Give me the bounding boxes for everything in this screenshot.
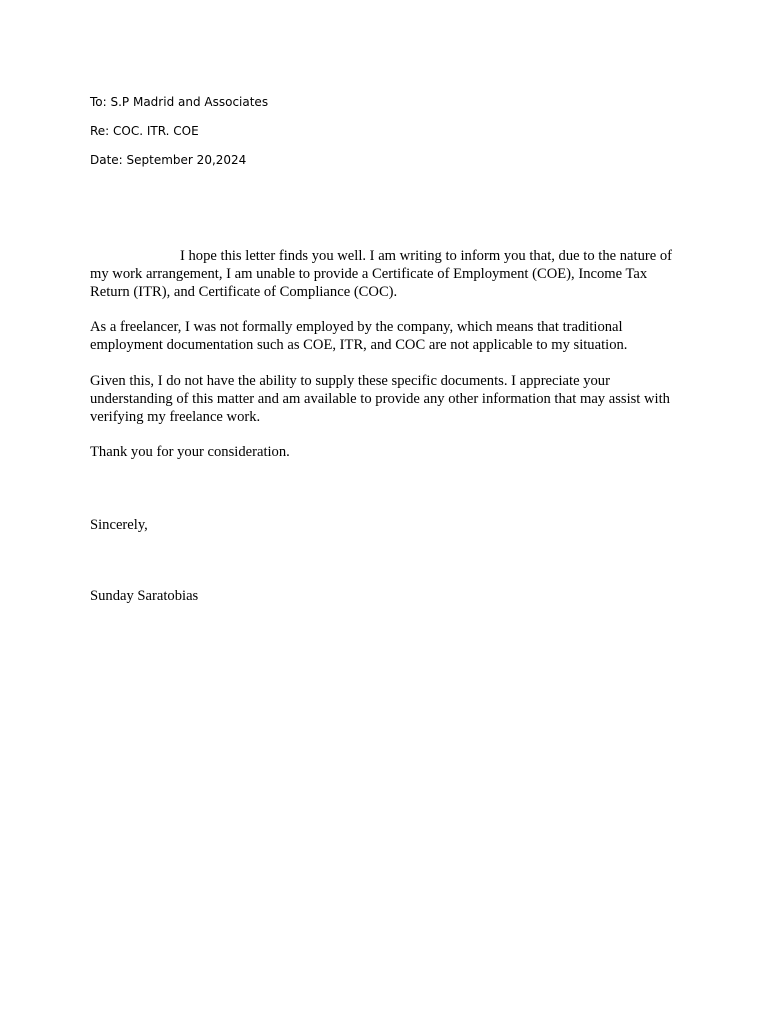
letter-signature: Sunday Saratobias <box>90 588 199 604</box>
letter-paragraph-thanks: Thank you for your consideration. <box>90 444 290 460</box>
letter-paragraph-documents: Given this, I do not have the ability to supply these specific documents. I appreciate your understanding of this matter and am available to provide any other information that may assist with verifying my freelance work. <box>90 373 670 425</box>
letter-paragraph-freelancer: As a freelancer, I was not formally employed by the company, which means that traditional employment documentation such as COE, ITR, and COC are not applicable to my situation. <box>90 319 628 353</box>
date-line: Date: September 20,2024 <box>90 153 247 167</box>
letter-paragraph-intro: I hope this letter finds you well. I am writing to inform you that, due to the nature of my work arrangement, I am unable to provide a Certificate of Employment (COE), Income Tax Return (ITR), and Certificate of Compliance (COC). <box>90 248 673 300</box>
recipient-line: To: S.P Madrid and Associates <box>90 95 269 109</box>
subject-line: Re: COC. ITR. COE <box>90 124 199 138</box>
letter-closing: Sincerely, <box>90 517 148 533</box>
